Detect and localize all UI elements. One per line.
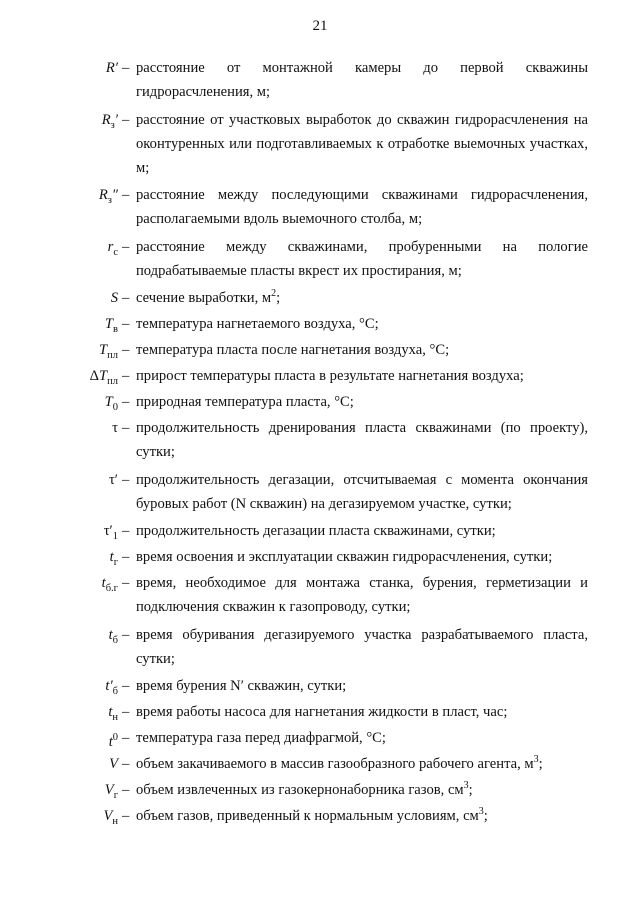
definition-entry: [0, 623, 640, 671]
symbol: $\Delta T_{пл}$: [89, 368, 118, 387]
symbol: $T_в$: [104, 316, 118, 335]
definitions-list: [0, 56, 640, 830]
definition-text: время обуривания дегазируемого участка разрабатываемого пласта, сутки;: [136, 626, 588, 667]
definition-text: расстояние между скважинами, пробуренными на пологие подрабатываемые пласты вкрест их простирания, м;: [136, 238, 588, 279]
dash: –: [122, 678, 130, 694]
definition-entry: [0, 183, 640, 231]
definition-entry: [0, 56, 640, 104]
definition-entry: [0, 726, 640, 750]
symbol: $V_г$: [104, 782, 118, 801]
dash: –: [122, 471, 130, 488]
dash: –: [122, 704, 130, 720]
dash: –: [122, 342, 130, 358]
definition-text: время освоения и эксплуатации скважин гидрорасчленения, сутки;: [136, 549, 553, 565]
definition-entry: [0, 468, 640, 516]
dash: –: [122, 238, 130, 255]
dash: –: [122, 368, 130, 384]
symbol: $t_{б.г}$: [101, 575, 118, 594]
symbol: τ′: [108, 471, 118, 488]
dash: –: [122, 523, 130, 539]
symbol: τ: [112, 420, 118, 436]
definition-text: расстояние между последующими скважинами гидрорасчленения, располагаемыми вдоль выемочного столба, м;: [136, 187, 588, 227]
symbol: $r_c$: [107, 238, 118, 258]
dash: –: [122, 290, 130, 306]
symbol: $t_н$: [108, 704, 118, 723]
dash: –: [122, 756, 130, 772]
symbol: $t'_б$: [105, 678, 118, 697]
symbol: R′: [105, 60, 118, 76]
symbol: $\tau'_1$: [103, 523, 118, 542]
dash: –: [122, 111, 130, 128]
dash: –: [122, 60, 130, 76]
definition-entry: [0, 312, 640, 336]
symbol: S: [110, 290, 118, 306]
definition-entry: [0, 286, 640, 310]
definition-text: объем закачиваемого в массив газообразного рабочего агента, $м^3$;: [136, 754, 543, 772]
definition-text: расстояние от монтажной камеры до первой скважины гидрорасчленения, м;: [136, 60, 588, 100]
dash: –: [122, 626, 130, 643]
definition-text: природная температура пласта, °С;: [136, 394, 354, 410]
definition-text: сечение выработки, $м^2$;: [136, 288, 281, 306]
definition-text: температура пласта после нагнетания воздуха, °С;: [136, 342, 450, 358]
dash: –: [122, 549, 130, 565]
dash: –: [122, 394, 130, 410]
definition-text: расстояние от участковых выработок до скважин гидрорасчленения на оконтуренных или подготавливаемых к отработке выемочных участках, м;: [136, 111, 588, 176]
definition-text: продолжительность дренирования пласта скважинами (по проекту), сутки;: [136, 420, 588, 460]
definition-entry: [0, 545, 640, 569]
symbol: $T_0$: [104, 394, 118, 413]
definition-text: время бурения N′ скважин, сутки;: [136, 678, 347, 694]
definition-entry: [0, 235, 640, 283]
dash: –: [122, 316, 130, 332]
definition-entry: [0, 804, 640, 828]
dash: –: [122, 187, 130, 203]
definition-text: температура нагнетаемого воздуха, °С;: [136, 316, 379, 332]
symbol: $V_н$: [103, 808, 118, 827]
dash: –: [122, 782, 130, 798]
definition-entry: [0, 571, 640, 619]
definition-text: продолжительность дегазации пласта скважинами, сутки;: [136, 523, 496, 539]
definition-entry: [0, 416, 640, 464]
symbol: $T_{пл}$: [99, 342, 118, 361]
definition-entry: [0, 674, 640, 698]
dash: –: [122, 575, 130, 591]
definition-text: время, необходимое для монтажа станка, бурения, герметизации и подключения скважин к газопроводу, сутки;: [136, 575, 588, 615]
definition-entry: [0, 778, 640, 802]
definition-entry: [0, 390, 640, 414]
symbol: V: [109, 756, 118, 772]
definition-text: прирост температуры пласта в результате нагнетания воздуха;: [136, 368, 524, 384]
dash: –: [122, 730, 130, 746]
definition-entry: [0, 519, 640, 543]
definition-entry: [0, 752, 640, 776]
dash: –: [122, 808, 130, 824]
definition-entry: [0, 364, 640, 388]
symbol: $t_б$: [108, 626, 118, 646]
definition-text: температура газа перед диафрагмой, °С;: [136, 730, 386, 746]
definition-entry: [0, 700, 640, 724]
definition-entry: [0, 338, 640, 362]
page-number: 21: [312, 18, 328, 34]
definition-entry: [0, 108, 640, 180]
definition-text: объем газов, приведенный к нормальным условиям, $см^3$;: [136, 806, 488, 824]
symbol: $t_г$: [109, 549, 118, 568]
dash: –: [122, 420, 130, 436]
definition-text: время работы насоса для нагнетания жидкости в пласт, час;: [136, 704, 508, 720]
definition-text: продолжительность дегазации, отсчитываемая с момента окончания буровых работ (N скважин) на дегазируемом участке, сутки;: [136, 471, 588, 512]
definition-text: объем извлеченных из газокернонаборника газов, $см^3$;: [136, 780, 473, 798]
symbol: $t^0$: [108, 732, 118, 750]
symbol: $R_з''$: [98, 187, 118, 206]
symbol: $R_з'$: [101, 111, 118, 131]
